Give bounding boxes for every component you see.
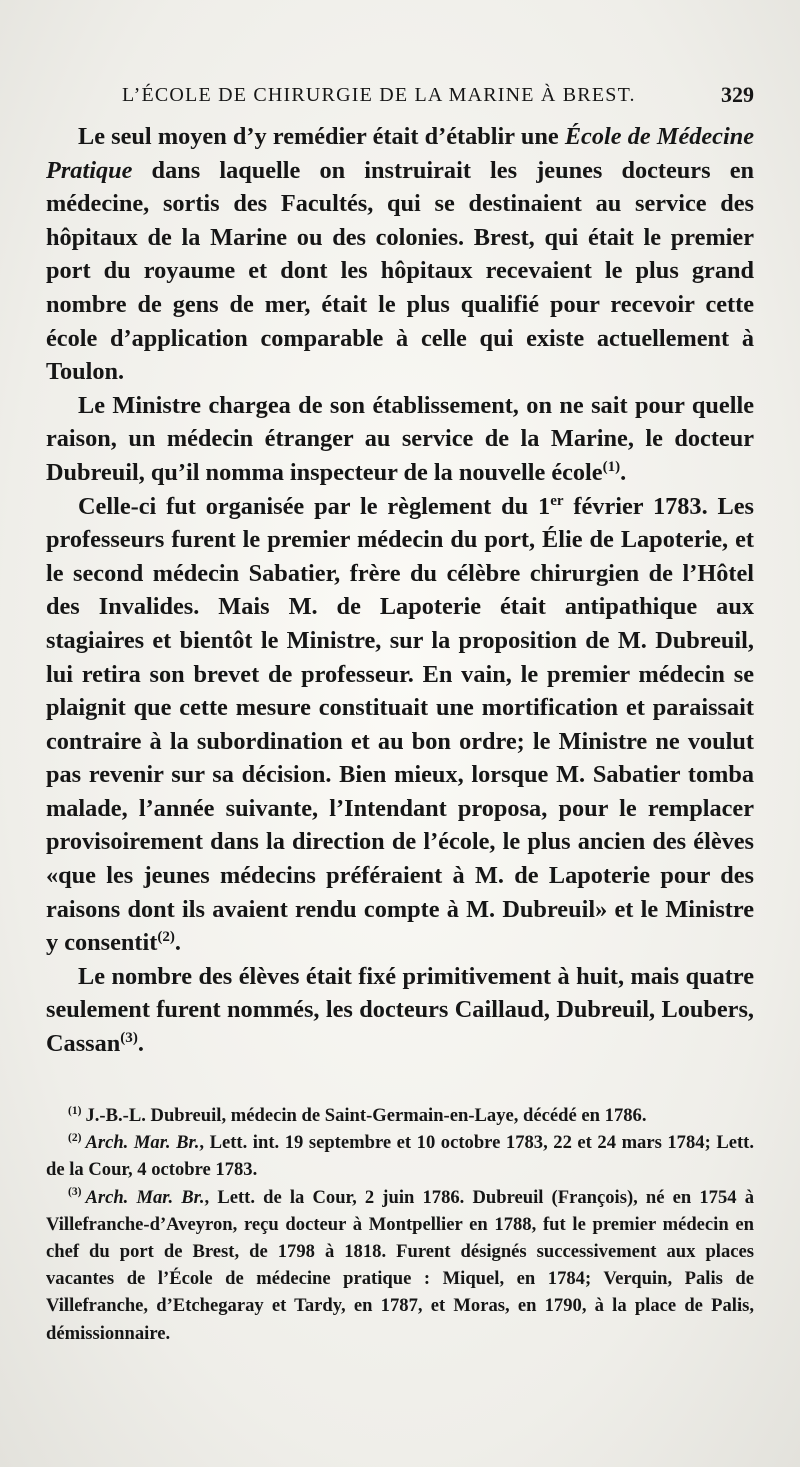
paragraph: Le Ministre chargea de son établissement, on ne sait pour quelle raison, un médecin étranger au service de la Marine, le docteur Dubreuil, qu’il nomma inspecteur de la nouvelle école$^{(1)}$. bbox=[46, 391, 754, 486]
italic-phrase: École de Médecine Pratique bbox=[46, 123, 754, 184]
footnote: $^{(2)}$ Arch. Mar. Br., Lett. int. 19 septembre et 10 octobre 1783, 22 et 24 mars 1784; Lett. de la Cour, 4 octobre 1783. bbox=[46, 1132, 755, 1181]
footnote: $^{(1)}$ J.-B.-L. Dubreuil, médecin de Saint-Germain-en-Laye, décédé en 1786. bbox=[68, 1104, 647, 1126]
footnote-number: (1) bbox=[68, 1104, 82, 1117]
footnote-number: (3) bbox=[68, 1186, 82, 1199]
footnote: $^{(3)}$ Arch. Mar. Br., Lett. de la Cour, 2 juin 1786. Dubreuil (François), né en 1754 à Villefranche-d’Aveyron, reçu docteur à Montpellier en 1788, fut le premier médecin en chef du port de Brest, de 1798 à 1818. Furent désignés successivement aux places vacantes de l’École de médecine pratique : Miquel, en 1784; Verquin, Palis de Villefranche, d’Etchegaray et Tardy, en 1787, et Moras, en 1790, à la place de Palis, démissionnaire. bbox=[46, 1186, 754, 1344]
footnote-ref: (3) bbox=[120, 1029, 138, 1046]
footnote-number: (2) bbox=[68, 1132, 82, 1145]
footnote-ref: (2) bbox=[157, 929, 175, 946]
footnotes bbox=[46, 1102, 754, 1347]
paragraph: Le nombre des élèves était fixé primitivement à huit, mais quatre seulement furent nommés, les docteurs Caillaud, Dubreuil, Loubers, Cassan$^{(3)}$. bbox=[46, 962, 754, 1058]
ordinal-suffix: er bbox=[550, 492, 564, 509]
footnote-ref: (1) bbox=[602, 458, 621, 475]
main-text bbox=[46, 120, 754, 1061]
paragraph: Le seul moyen d’y remédier était d’établir une École de Médecine Pratique dans laquelle on instruirait les jeunes docteurs en médecine, sortis des Facultés, qui se destinaient au service des hôpitaux de la Marine ou des colonies. Brest, qui était le premier port du royaume et dont les hôpitaux recevaient le plus grand nombre de gens de mer, était le plus qualifié pour recevoir cette école d’application comparable à celle qui existe actuellement à Toulon. bbox=[46, 123, 754, 386]
running-head: L’ÉCOLE DE CHIRURGIE DE LA MARINE À BREST. bbox=[122, 84, 636, 106]
page-number: 329 bbox=[721, 82, 754, 107]
page-header bbox=[70, 80, 754, 114]
paragraph: Celle-ci fut organisée par le règlement du 1er février 1783. Les professeurs furent le premier médecin du port, Élie de Lapoterie, et le second médecin Sabatier, frère du célèbre chirurgien de l’Hôtel des Invalides. Mais M. de Lapoterie était antipathique aux stagiaires et bientôt le Ministre, sur la proposition de M. Dubreuil, lui retira son brevet de professeur. En vain, le premier médecin se plaignit que cette mesure constituait une mortification et paraissait contraire à la subordination et au bon ordre; le Ministre ne voulut pas revenir sur sa décision. Bien mieux, lorsque M. Sabatier tomba malade, l’année suivante, l’Intendant proposa, pour le remplacer provisoirement dans la direction de l’école, le plus ancien des élèves «que les jeunes médecins préféraient à M. de Lapoterie pour des raisons dont ils avaient rendu compte à M. Dubreuil» et le Ministre y consentit$^{(2)}$. bbox=[46, 492, 754, 957]
